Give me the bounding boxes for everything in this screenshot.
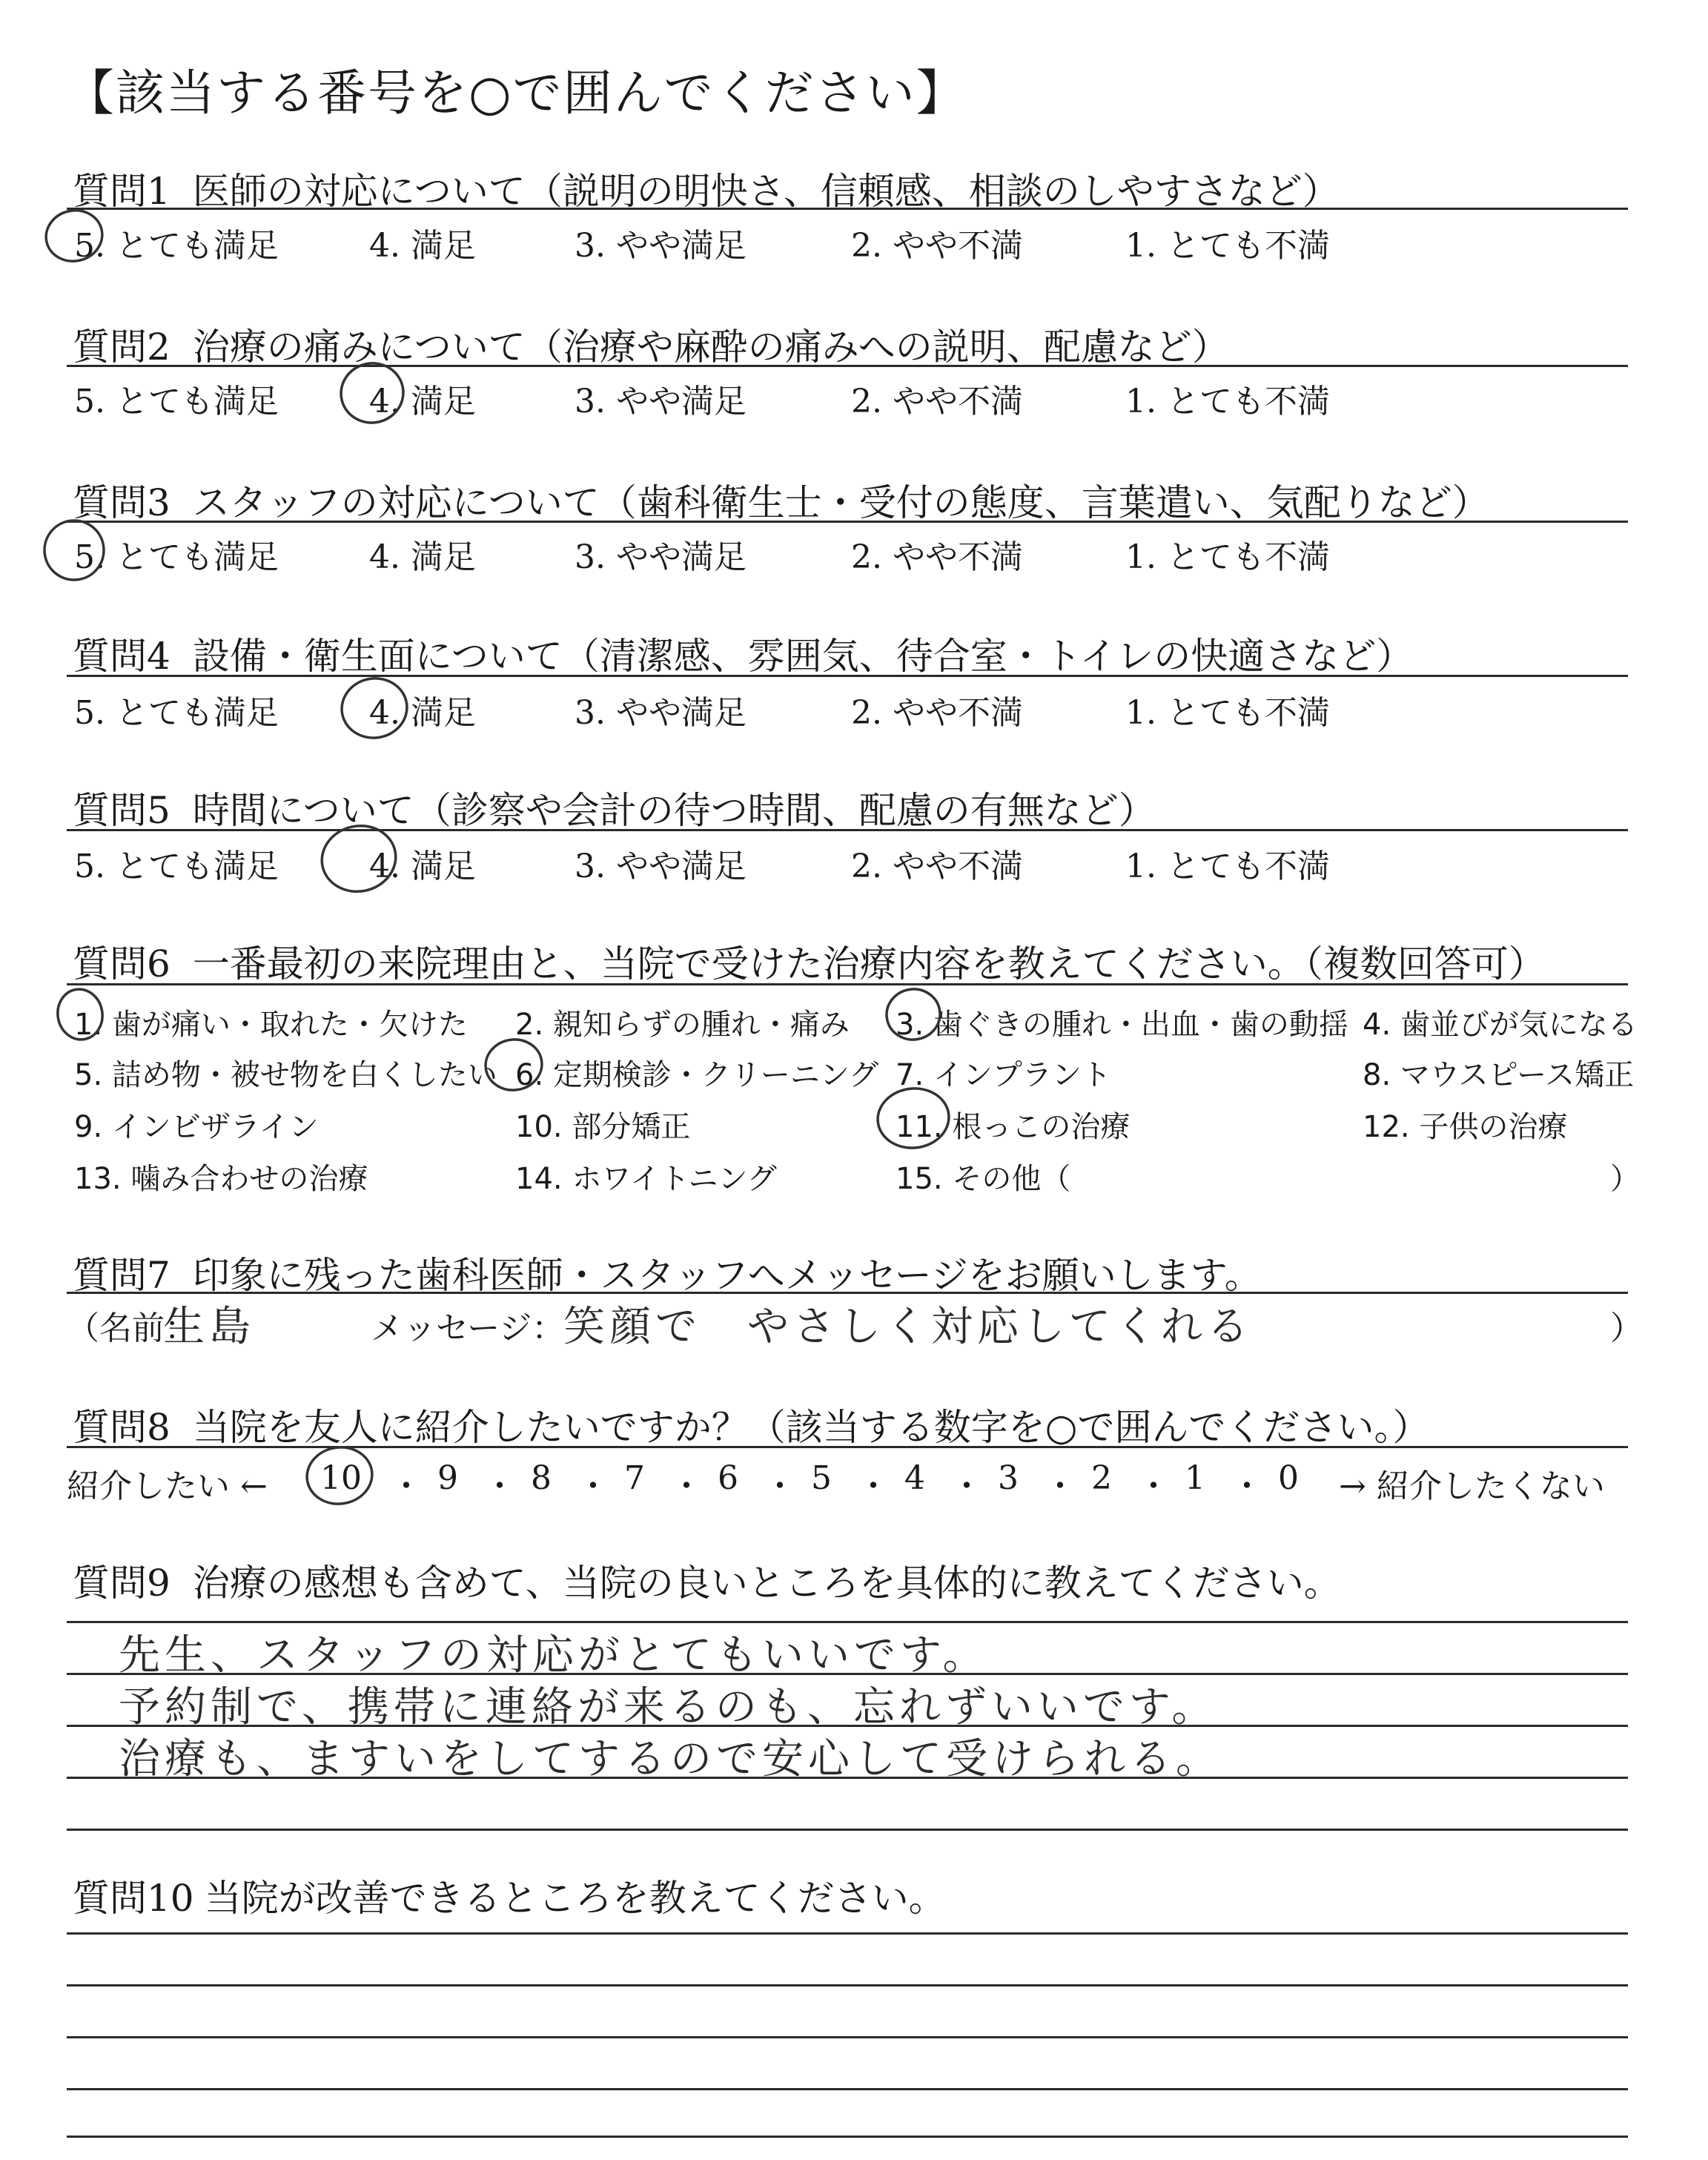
answer-line[interactable] [67,1932,1628,1935]
q6-option-15-close: ） [1610,1162,1640,1196]
question-9-heading [73,1553,1341,1607]
q8-separator: ・ [670,1467,703,1505]
q6-option-10[interactable]: 10. 部分矯正 [515,1110,691,1144]
question-2-rule [67,365,1628,367]
q6-option-12[interactable]: 12. 子供の治療 [1363,1110,1568,1144]
q8-scale-7[interactable]: 7 [624,1459,645,1497]
q8-separator: ・ [764,1467,796,1505]
answer-line[interactable] [67,2136,1628,2138]
question-7-text: 印象に残った歯科医師・スタッフへメッセージをお願いします。 [192,1254,1262,1297]
q7-close-paren: ） [1610,1309,1643,1347]
question-1-rule [67,208,1628,210]
question-5-number: 質問5 [73,789,171,832]
q7-name-label: （名前： [67,1309,197,1347]
q8-separator: ・ [577,1467,609,1505]
q3-option-2[interactable]: 2. やや不満 [851,538,1023,576]
question-1-text: 医師の対応について（説明の明快さ、信頼感、相談のしやすさなど） [192,170,1340,213]
q2-option-3[interactable]: 3. やや満足 [575,383,747,420]
q6-option-14[interactable]: 14. ホワイトニング [515,1162,777,1196]
question-4-number: 質問4 [73,635,171,678]
q4-option-4[interactable]: 4. 満足 [369,694,476,732]
q5-option-2[interactable]: 2. やや不満 [851,848,1023,885]
question-10-heading [73,1869,946,1922]
question-5-heading [73,781,1156,834]
q8-scale-1[interactable]: 1 [1185,1459,1205,1497]
q7-message-label: メッセージ： [371,1309,565,1347]
q6-option-7[interactable]: 7. インプラント [896,1058,1111,1092]
q8-scale-5[interactable]: 5 [811,1459,832,1497]
q7-name-value[interactable]: 生島 [163,1303,255,1351]
question-5-text: 時間について（診察や会計の待つ時間、配慮の有無など） [192,789,1156,832]
q1-option-4[interactable]: 4. 満足 [369,227,476,265]
question-5-rule [67,829,1628,831]
q2-option-1[interactable]: 1. とても不満 [1125,383,1330,420]
q8-separator: ・ [483,1467,516,1505]
q8-separator: ・ [950,1467,983,1505]
q6-option-3[interactable]: 3. 歯ぐきの腫れ・出血・歯の動揺 [896,1008,1348,1042]
q8-separator: ・ [1044,1467,1076,1505]
question-9-text: 治療の感想も含めて、当院の良いところを具体的に教えてください。 [192,1562,1341,1605]
question-10-text: 当院が改善できるところを教えてください。 [204,1877,946,1920]
question-6-number: 質問6 [73,942,171,985]
answer-line [67,1829,1628,1831]
q8-scale-6[interactable]: 6 [718,1459,738,1497]
question-2-text: 治療の痛みについて（治療や麻酔の痛みへの説明、配慮など） [192,326,1229,369]
q6-option-13[interactable]: 13. 噛み合わせの治療 [74,1162,368,1196]
q3-option-5[interactable]: 5. とても満足 [74,538,279,576]
q5-option-5[interactable]: 5. とても満足 [74,848,279,885]
q2-option-4[interactable]: 4. 満足 [369,383,476,420]
q4-option-5[interactable]: 5. とても満足 [74,694,279,732]
q1-option-2[interactable]: 2. やや不満 [851,227,1023,265]
q5-option-3[interactable]: 3. やや満足 [575,848,747,885]
page-title: 【該当する番号を○で囲んでください】 [65,65,967,122]
q7-message-value[interactable]: 笑顔で やさしく対応してくれる [563,1303,1253,1351]
answer-line[interactable] [67,2036,1628,2038]
question-8-rule [67,1446,1628,1448]
q8-scale-4[interactable]: 4 [904,1459,925,1497]
question-6-text: 一番最初の来院理由と、当院で受けた治療内容を教えてください。（複数回答可） [192,942,1546,985]
q8-separator: ・ [1137,1467,1170,1505]
question-2-number: 質問2 [73,326,171,369]
question-8-heading [73,1398,1429,1451]
q6-option-9[interactable]: 9. インビザライン [74,1110,319,1144]
question-9-number: 質問9 [73,1562,171,1605]
q8-scale-9[interactable]: 9 [437,1459,458,1497]
q8-scale-10[interactable]: 10 [320,1459,362,1497]
q4-option-2[interactable]: 2. やや不満 [851,694,1023,732]
question-7-number: 質問7 [73,1254,171,1297]
q5-option-1[interactable]: 1. とても不満 [1125,848,1330,885]
question-4-text: 設備・衛生面について（清潔感、雰囲気、待合室・トイレの快適さなど） [192,635,1414,678]
question-10-number: 質問10 [73,1877,194,1920]
question-3-heading [73,473,1489,526]
q8-left-label: 紹介したい ← [67,1467,268,1505]
q4-option-3[interactable]: 3. やや満足 [575,694,747,732]
question-4-heading [73,627,1413,680]
q5-option-4[interactable]: 4. 満足 [369,848,476,885]
question-8-text: 当院を友人に紹介したいですか？（該当する数字を○で囲んでください。） [192,1406,1430,1449]
question-8-number: 質問8 [73,1406,171,1449]
q6-option-15[interactable]: 15. その他（ [896,1162,1071,1196]
q8-scale-2[interactable]: 2 [1091,1459,1112,1497]
question-6-rule [67,983,1628,985]
q3-option-1[interactable]: 1. とても不満 [1125,538,1330,576]
question-4-rule [67,675,1628,677]
q2-option-5[interactable]: 5. とても満足 [74,383,279,420]
q4-option-1[interactable]: 1. とても不満 [1125,694,1330,732]
q1-option-3[interactable]: 3. やや満足 [575,227,747,265]
q9-answer-line-1[interactable]: 先生、スタッフの対応がとてもいいです。 [119,1631,989,1680]
q8-separator: ・ [857,1467,890,1505]
q3-option-3[interactable]: 3. やや満足 [575,538,747,576]
q6-option-4[interactable]: 4. 歯並びが気になる [1363,1008,1638,1042]
question-3-number: 質問3 [73,481,171,524]
q6-option-8[interactable]: 8. マウスピース矯正 [1363,1058,1635,1092]
q8-scale-0[interactable]: 0 [1278,1459,1299,1497]
q2-option-2[interactable]: 2. やや不満 [851,383,1023,420]
q6-option-1[interactable]: 1. 歯が痛い・取れた・欠けた [74,1008,468,1042]
question-2-heading [73,317,1229,371]
answer-line[interactable] [67,2088,1628,2090]
q3-option-4[interactable]: 4. 満足 [369,538,476,576]
q8-separator: ・ [1231,1467,1263,1505]
q1-option-1[interactable]: 1. とても不満 [1125,227,1330,265]
q9-answer-line-2[interactable]: 予約制で、携帯に連絡が来るのも、忘れずいいです。 [119,1683,1218,1731]
q8-separator: ・ [390,1467,423,1505]
question-6-heading [73,934,1546,988]
question-1-number: 質問1 [73,170,171,213]
answer-line[interactable] [67,1984,1628,1986]
q9-answer-line-3[interactable]: 治療も、ますいをしてするので安心して受けられる。 [119,1735,1222,1783]
q6-option-6[interactable]: 6. 定期検診・クリーニング [515,1058,879,1092]
q6-option-2[interactable]: 2. 親知らずの腫れ・痛み [515,1008,850,1042]
q8-scale-3[interactable]: 3 [998,1459,1019,1497]
question-3-rule [67,521,1628,523]
q8-scale-8[interactable]: 8 [531,1459,552,1497]
q6-option-5[interactable]: 5. 詰め物・被せ物を白くしたい [74,1058,497,1092]
q8-right-label: → 紹介したくない [1339,1467,1605,1505]
q1-option-5[interactable]: 5. とても満足 [74,227,279,265]
question-3-text: スタッフの対応について（歯科衛生士・受付の態度、言葉遣い、気配りなど） [192,481,1489,524]
q6-option-11[interactable]: 11. 根っこの治療 [896,1110,1131,1144]
